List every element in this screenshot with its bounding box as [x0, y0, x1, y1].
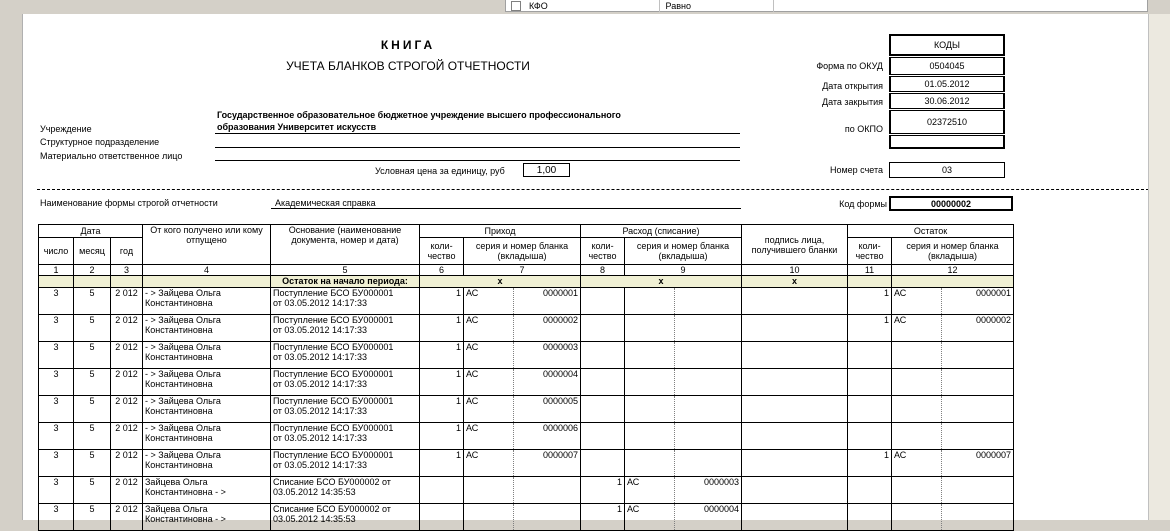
cell-line: Константиновна: [145, 298, 213, 308]
row-expense-series: [625, 423, 742, 450]
cell-line: Константиновна - >: [145, 514, 226, 524]
series-number: 0000003: [542, 342, 578, 352]
row-income-qty: 1: [420, 396, 464, 423]
row-income-qty: 1: [420, 450, 464, 477]
row-balance-qty: [848, 504, 892, 531]
opening-expense-x: х: [581, 276, 742, 288]
series-number: [942, 423, 1013, 449]
cell-line: - > Зайцева Ольга: [145, 288, 221, 298]
responsible-label: Материально ответственное лицо: [40, 151, 183, 161]
cell-line: Зайцева Ольга: [145, 504, 208, 514]
row-expense-qty: [581, 423, 625, 450]
row-balance-series: [892, 369, 1014, 396]
row-year: 2 012: [111, 396, 143, 423]
series-code: [464, 504, 514, 530]
row-month: 5: [74, 315, 111, 342]
row-day: 3: [39, 342, 74, 369]
col-num: 10: [742, 265, 848, 276]
series-number: [675, 450, 741, 476]
cell-line: 03.05.2012 14:35:53: [273, 487, 356, 497]
form-code-label: Код формы: [839, 199, 887, 209]
unit-price-value: 1,00: [523, 163, 570, 177]
series-code: АС: [625, 504, 675, 530]
row-month: 5: [74, 450, 111, 477]
cell-line: Константиновна: [145, 460, 213, 470]
row-balance-series: [892, 342, 1014, 369]
row-basis: [271, 288, 420, 315]
series-code: АС: [464, 288, 514, 314]
col-num: 2: [74, 265, 111, 276]
row-income-qty: 1: [420, 369, 464, 396]
series-number: 0000006: [542, 423, 578, 433]
row-expense-series: [625, 288, 742, 315]
header-year: год: [111, 238, 143, 265]
series-code: [625, 369, 675, 395]
series-number: [942, 477, 1013, 503]
opening-balance-label: Остаток на начало периода:: [271, 276, 420, 288]
report-sheet: [22, 14, 1148, 524]
filter-separator: [659, 0, 660, 12]
row-income-qty: 1: [420, 288, 464, 315]
header-income-series: серия и номер бланка (вкладыша): [464, 238, 581, 265]
row-income-series: [464, 504, 581, 531]
row-day: 3: [39, 369, 74, 396]
row-signature: [742, 342, 848, 369]
row-expense-series: [625, 450, 742, 477]
row-balance-qty: [848, 369, 892, 396]
row-expense-series: [625, 504, 742, 531]
row-month: 5: [74, 477, 111, 504]
cell-line: Поступление БСО БУ000001: [273, 423, 394, 433]
row-year: 2 012: [111, 504, 143, 531]
close-date-value: 30.06.2012: [889, 93, 1005, 109]
row-balance-series: [892, 288, 1014, 315]
row-income-series: [464, 450, 581, 477]
row-balance-series: [892, 450, 1014, 477]
header-expense-qty: коли-чество: [581, 238, 625, 265]
institution-underline: [215, 133, 740, 134]
row-signature: [742, 423, 848, 450]
col-num: 3: [111, 265, 143, 276]
codes-header: КОДЫ: [889, 34, 1005, 56]
series-number: [675, 315, 741, 341]
series-number: [514, 477, 580, 503]
col-num: 1: [39, 265, 74, 276]
cell-line: от 03.05.2012 14:17:33: [273, 325, 368, 335]
cell-line: Поступление БСО БУ000001: [273, 369, 394, 379]
row-signature: [742, 288, 848, 315]
division-underline: [215, 147, 740, 148]
form-name-underline: [271, 208, 741, 209]
cell-line: Константиновна: [145, 325, 213, 335]
series-code: АС: [892, 288, 942, 314]
row-from-to: [143, 396, 271, 423]
row-expense-qty: [581, 315, 625, 342]
cell-line: Константиновна: [145, 379, 213, 389]
header-balance: Остаток: [848, 225, 1014, 238]
institution-label: Учреждение: [40, 124, 92, 134]
series-code: [625, 342, 675, 368]
row-basis: [271, 396, 420, 423]
filter-condition[interactable]: Равно: [665, 0, 692, 11]
series-number: [675, 369, 741, 395]
series-number: [675, 288, 741, 314]
cell-line: Константиновна: [145, 433, 213, 443]
cell-line: Списание БСО БУ000002 от: [273, 477, 391, 487]
row-income-series: [464, 315, 581, 342]
account-label: Номер счета: [829, 165, 883, 175]
cell-line: Списание БСО БУ000002 от: [273, 504, 391, 514]
row-income-series: [464, 477, 581, 504]
row-basis: [271, 315, 420, 342]
open-date-label: Дата открытия: [822, 81, 883, 91]
series-number: [675, 423, 741, 449]
report-title-line2: УЧЕТА БЛАНКОВ СТРОГОЙ ОТЧЕТНОСТИ: [286, 59, 530, 73]
series-number: [942, 369, 1013, 395]
row-day: 3: [39, 423, 74, 450]
institution-line1: Государственное образовательное бюджетное учреждение высшего профессионального: [217, 110, 621, 120]
series-code: [625, 450, 675, 476]
series-code: АС: [625, 477, 675, 503]
row-day: 3: [39, 315, 74, 342]
row-balance-series: [892, 396, 1014, 423]
bso-ledger-table: [38, 224, 1014, 531]
form-code-value: 00000002: [889, 196, 1013, 211]
header-from-to: От кого получено или кому отпущено: [143, 225, 271, 265]
header-expense: Расход (списание): [581, 225, 742, 238]
row-from-to: [143, 423, 271, 450]
cell-line: - > Зайцева Ольга: [145, 315, 221, 325]
header-month: месяц: [74, 238, 111, 265]
row-from-to: [143, 315, 271, 342]
row-balance-qty: 1: [848, 288, 892, 315]
row-year: 2 012: [111, 477, 143, 504]
series-number: [675, 342, 741, 368]
column-numbers-row: [39, 265, 1014, 276]
row-basis: [271, 477, 420, 504]
series-code: [892, 477, 942, 503]
series-number: 0000001: [975, 288, 1011, 298]
row-income-series: [464, 342, 581, 369]
col-num: 12: [892, 265, 1014, 276]
series-number: 0000007: [542, 450, 578, 460]
close-date-label: Дата закрытия: [822, 97, 883, 107]
row-expense-series: [625, 396, 742, 423]
row-from-to: [143, 477, 271, 504]
row-year: 2 012: [111, 369, 143, 396]
okpo-value: 02372510: [889, 110, 1005, 134]
row-expense-qty: [581, 396, 625, 423]
row-signature: [742, 504, 848, 531]
cell-line: - > Зайцева Ольга: [145, 450, 221, 460]
division-label: Структурное подразделение: [40, 137, 160, 147]
row-basis: [271, 423, 420, 450]
codes-empty-cell: [889, 135, 1005, 149]
series-code: [892, 504, 942, 530]
cell-line: Константиновна - >: [145, 487, 226, 497]
table-row: [39, 423, 1014, 450]
cell-line: Константиновна: [145, 352, 213, 362]
row-month: 5: [74, 423, 111, 450]
cell-line: Поступление БСО БУ000001: [273, 315, 394, 325]
header-income: Приход: [420, 225, 581, 238]
row-balance-qty: [848, 396, 892, 423]
row-from-to: [143, 369, 271, 396]
col-num: 9: [625, 265, 742, 276]
row-signature: [742, 477, 848, 504]
series-code: [892, 369, 942, 395]
row-expense-qty: [581, 369, 625, 396]
row-expense-qty: 1: [581, 504, 625, 531]
col-num: 8: [581, 265, 625, 276]
row-signature: [742, 450, 848, 477]
series-number: 0000002: [975, 315, 1011, 325]
row-balance-qty: [848, 477, 892, 504]
filter-field-label: КФО: [528, 0, 548, 11]
form-name-value: Академическая справка: [275, 198, 376, 208]
series-code: [625, 423, 675, 449]
row-month: 5: [74, 369, 111, 396]
row-expense-qty: [581, 342, 625, 369]
row-month: 5: [74, 342, 111, 369]
cell-line: от 03.05.2012 14:17:33: [273, 433, 368, 443]
row-from-to: [143, 342, 271, 369]
row-signature: [742, 369, 848, 396]
table-row: [39, 369, 1014, 396]
series-number: [942, 396, 1013, 422]
row-expense-qty: [581, 288, 625, 315]
header-income-qty: коли-чество: [420, 238, 464, 265]
row-signature: [742, 396, 848, 423]
header-expense-series: серия и номер бланка (вкладыша): [625, 238, 742, 265]
header-balance-series: серия и номер бланка (вкладыша): [892, 238, 1014, 265]
row-income-series: [464, 288, 581, 315]
series-code: [625, 288, 675, 314]
series-code: АС: [464, 450, 514, 476]
row-year: 2 012: [111, 315, 143, 342]
cell-line: Поступление БСО БУ000001: [273, 450, 394, 460]
series-number: 0000004: [703, 504, 739, 514]
series-code: АС: [464, 342, 514, 368]
col-num: 4: [143, 265, 271, 276]
header-day: число: [39, 238, 74, 265]
row-balance-qty: 1: [848, 315, 892, 342]
row-income-qty: 1: [420, 342, 464, 369]
responsible-underline: [215, 160, 740, 161]
series-number: 0000007: [975, 450, 1011, 460]
row-basis: [271, 342, 420, 369]
row-balance-qty: [848, 423, 892, 450]
account-value: 03: [889, 162, 1005, 178]
col-num: 11: [848, 265, 892, 276]
row-basis: [271, 450, 420, 477]
institution-line2: образования Университет искусств: [217, 122, 377, 132]
series-code: [625, 315, 675, 341]
table-row: [39, 450, 1014, 477]
series-code: [892, 396, 942, 422]
table-row: [39, 504, 1014, 531]
cell-line: от 03.05.2012 14:17:33: [273, 298, 368, 308]
row-day: 3: [39, 504, 74, 531]
row-from-to: [143, 504, 271, 531]
row-from-to: [143, 288, 271, 315]
table-row: [39, 477, 1014, 504]
series-code: [892, 423, 942, 449]
table-row: [39, 396, 1014, 423]
row-year: 2 012: [111, 342, 143, 369]
cell-line: Поступление БСО БУ000001: [273, 396, 394, 406]
series-number: 0000002: [542, 315, 578, 325]
filter-row[interactable]: [505, 0, 1148, 12]
cell-line: Поступление БСО БУ000001: [273, 288, 394, 298]
row-income-qty: [420, 504, 464, 531]
series-code: [625, 396, 675, 422]
row-month: 5: [74, 288, 111, 315]
row-expense-series: [625, 342, 742, 369]
row-basis: [271, 369, 420, 396]
vertical-scrollbar[interactable]: [1148, 14, 1170, 520]
row-expense-series: [625, 369, 742, 396]
row-income-series: [464, 423, 581, 450]
header-date: Дата: [39, 225, 143, 238]
header-basis: Основание (наименование документа, номер и дата): [271, 225, 420, 265]
header-balance-qty: коли-чество: [848, 238, 892, 265]
row-basis: [271, 504, 420, 531]
row-day: 3: [39, 450, 74, 477]
row-balance-series: [892, 315, 1014, 342]
row-from-to: [143, 450, 271, 477]
header-signature: подпись лица, получившего бланки: [742, 225, 848, 265]
cell-line: от 03.05.2012 14:17:33: [273, 379, 368, 389]
series-number: [942, 342, 1013, 368]
row-income-qty: 1: [420, 423, 464, 450]
unit-price-label: Условная цена за единицу, руб: [375, 166, 505, 176]
series-number: 0000003: [703, 477, 739, 487]
series-code: АС: [464, 396, 514, 422]
row-signature: [742, 315, 848, 342]
series-code: АС: [892, 315, 942, 341]
row-income-series: [464, 369, 581, 396]
row-expense-series: [625, 315, 742, 342]
row-expense-series: [625, 477, 742, 504]
col-num: 5: [271, 265, 420, 276]
series-number: [675, 396, 741, 422]
row-day: 3: [39, 288, 74, 315]
row-income-qty: 1: [420, 315, 464, 342]
series-code: [892, 342, 942, 368]
row-balance-series: [892, 423, 1014, 450]
cell-line: Поступление БСО БУ000001: [273, 342, 394, 352]
series-number: 0000004: [542, 369, 578, 379]
col-num: 7: [464, 265, 581, 276]
okpo-label: по ОКПО: [844, 124, 883, 134]
series-code: АС: [464, 423, 514, 449]
table-row: [39, 288, 1014, 315]
series-code: АС: [464, 369, 514, 395]
report-title-line1: КНИГА: [380, 38, 436, 52]
filter-value-field[interactable]: [773, 0, 1147, 12]
row-month: 5: [74, 396, 111, 423]
row-year: 2 012: [111, 288, 143, 315]
form-name-label: Наименование формы строгой отчетности: [40, 198, 218, 208]
series-code: [464, 477, 514, 503]
row-balance-qty: 1: [848, 450, 892, 477]
cell-line: Константиновна: [145, 406, 213, 416]
open-date-value: 01.05.2012: [889, 76, 1005, 92]
row-month: 5: [74, 504, 111, 531]
opening-balance-row: [39, 276, 1014, 288]
row-day: 3: [39, 396, 74, 423]
col-num: 6: [420, 265, 464, 276]
cell-line: 03.05.2012 14:35:53: [273, 514, 356, 524]
row-year: 2 012: [111, 450, 143, 477]
table-row: [39, 342, 1014, 369]
cell-line: - > Зайцева Ольга: [145, 423, 221, 433]
row-expense-qty: 1: [581, 477, 625, 504]
separator-dashed-line: [37, 189, 1149, 190]
filter-checkbox[interactable]: [511, 1, 521, 11]
cell-line: - > Зайцева Ольга: [145, 369, 221, 379]
row-balance-qty: [848, 342, 892, 369]
row-day: 3: [39, 477, 74, 504]
cell-line: от 03.05.2012 14:17:33: [273, 460, 368, 470]
cell-line: Зайцева Ольга: [145, 477, 208, 487]
okud-label: Форма по ОКУД: [816, 61, 883, 71]
row-year: 2 012: [111, 423, 143, 450]
series-number: 0000005: [542, 396, 578, 406]
series-number: [514, 504, 580, 530]
row-income-qty: [420, 477, 464, 504]
cell-line: - > Зайцева Ольга: [145, 396, 221, 406]
okud-value: 0504045: [889, 57, 1005, 75]
series-number: [942, 504, 1013, 530]
row-expense-qty: [581, 450, 625, 477]
table-row: [39, 315, 1014, 342]
row-balance-series: [892, 504, 1014, 531]
row-income-series: [464, 396, 581, 423]
opening-income-x: х: [420, 276, 581, 288]
cell-line: от 03.05.2012 14:17:33: [273, 406, 368, 416]
cell-line: от 03.05.2012 14:17:33: [273, 352, 368, 362]
cell-line: - > Зайцева Ольга: [145, 342, 221, 352]
series-number: 0000001: [542, 288, 578, 298]
opening-signature-x: х: [742, 276, 848, 288]
row-balance-series: [892, 477, 1014, 504]
series-code: АС: [464, 315, 514, 341]
series-code: АС: [892, 450, 942, 476]
